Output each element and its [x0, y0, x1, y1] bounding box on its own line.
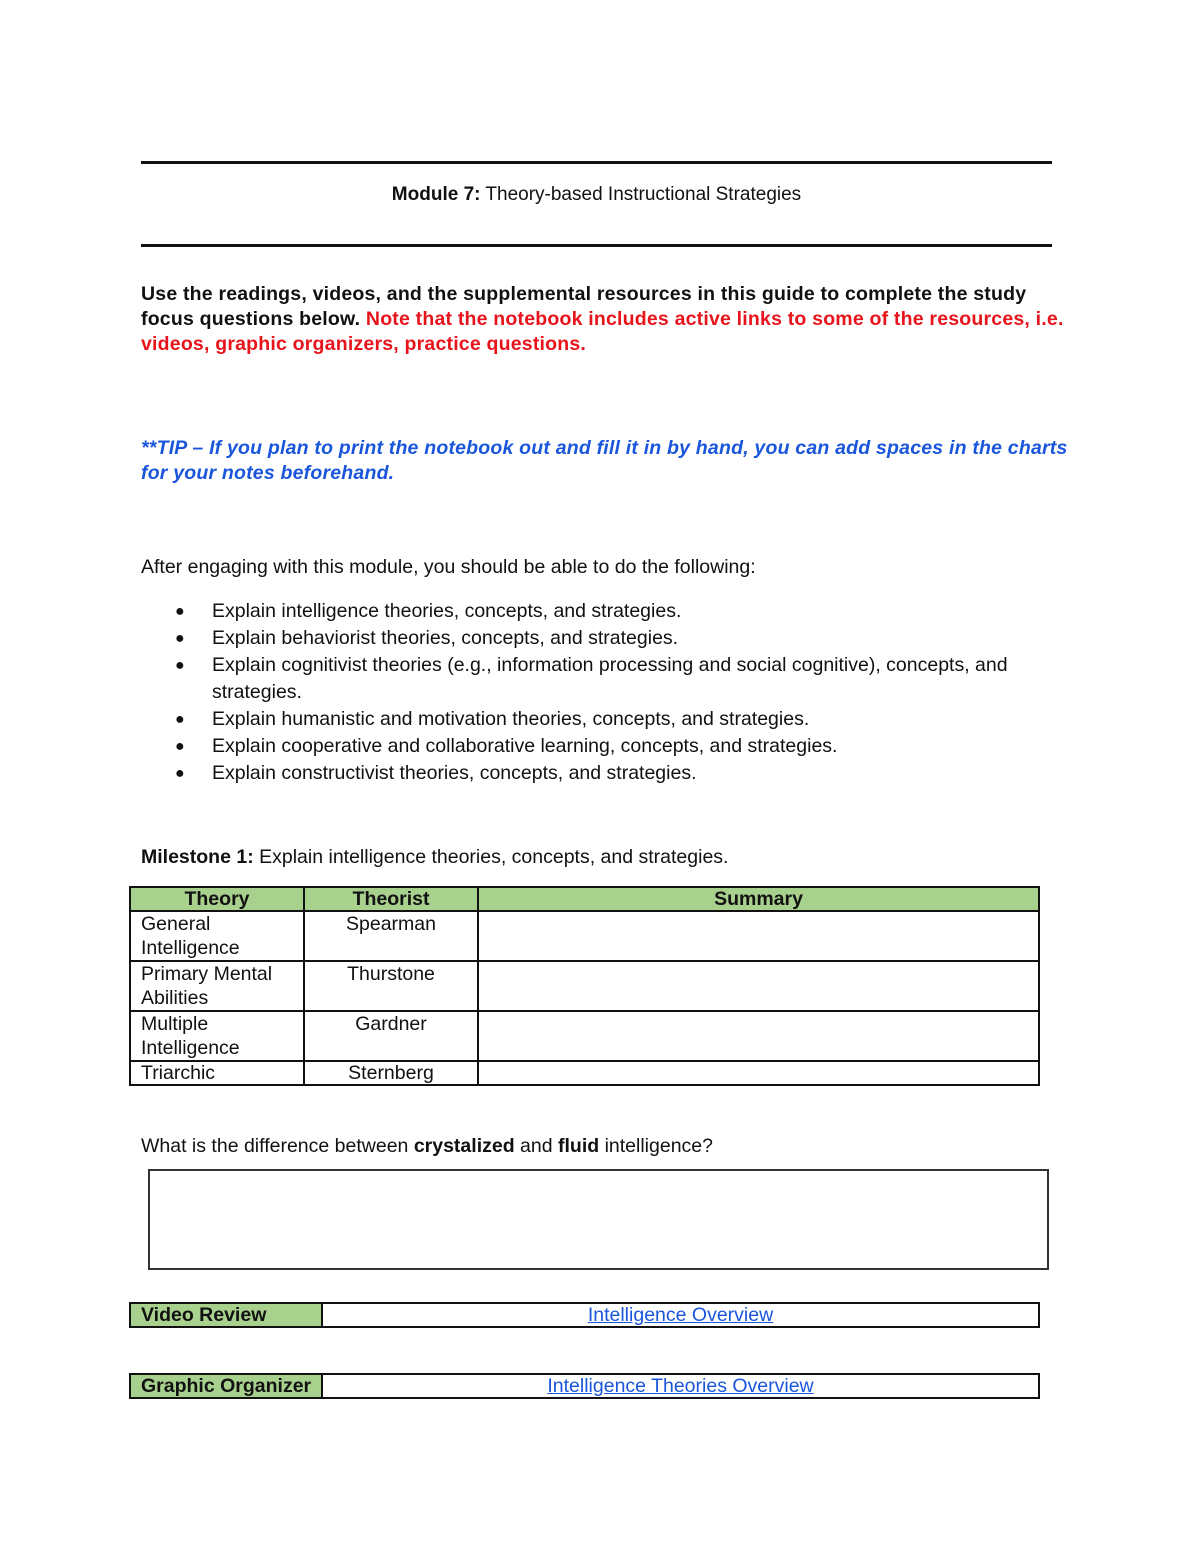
theory-cell: Triarchic — [130, 1061, 304, 1085]
theorist-cell: Sternberg — [304, 1061, 478, 1085]
bullet-icon: ● — [175, 657, 185, 674]
bullet-icon: ● — [175, 765, 185, 782]
graphic-organizer-row — [130, 1374, 1039, 1398]
module-label: Module 7: — [391, 184, 481, 205]
milestone-heading — [141, 846, 728, 869]
table-row — [130, 911, 1039, 961]
bottom-rule — [141, 244, 1052, 247]
objective-item: ● Explain behaviorist theories, concepts, and strategies. — [141, 625, 1076, 652]
objectives-lead: After engaging with this module, you should be able to do the following: — [141, 556, 756, 578]
video-review-row — [130, 1303, 1039, 1327]
objective-item: ● Explain humanistic and motivation theories, concepts, and strategies. — [141, 706, 1076, 733]
term-fluid: fluid — [558, 1135, 600, 1157]
video-review-cell — [322, 1303, 1039, 1327]
module-name: Theory-based Instructional Strategies — [485, 184, 802, 205]
theory-cell: Multiple Intelligence — [130, 1011, 304, 1061]
theorist-cell: Gardner — [304, 1011, 478, 1061]
theory-cell: Primary Mental Abilities — [130, 961, 304, 1011]
video-review-table — [129, 1302, 1040, 1328]
table-header-row — [130, 887, 1039, 911]
bullet-icon: ● — [175, 711, 185, 728]
objective-item: ● Explain cooperative and collaborative learning, concepts, and strategies. — [141, 733, 1076, 760]
bullet-icon: ● — [175, 738, 185, 755]
intelligence-question: What is the difference between crystalized and fluid intelligence? — [141, 1135, 713, 1157]
intro-paragraph — [141, 282, 1076, 357]
module-title — [141, 184, 1052, 206]
table-row — [130, 1061, 1039, 1085]
answer-box[interactable] — [148, 1169, 1049, 1270]
table-row — [130, 961, 1039, 1011]
theorist-cell: Spearman — [304, 911, 478, 961]
graphic-organizer-table — [129, 1373, 1040, 1399]
objective-item: ● Explain intelligence theories, concepts, and strategies. — [141, 598, 1076, 625]
tip-note: **TIP – If you plan to print the notebook out and fill it in by hand, you can add spaces in the charts for your notes beforehand. — [141, 437, 1068, 484]
bullet-icon: ● — [175, 630, 185, 647]
objective-item: ● Explain constructivist theories, concepts, and strategies. — [141, 760, 1076, 787]
milestone-text: Explain intelligence theories, concepts, and strategies. — [259, 846, 729, 868]
summary-cell[interactable] — [478, 1061, 1039, 1085]
theory-table — [129, 886, 1040, 1086]
intelligence-overview-link[interactable]: Intelligence Overview — [587, 1304, 774, 1326]
theorist-cell: Thurstone — [304, 961, 478, 1011]
milestone-label: Milestone 1: — [141, 846, 254, 868]
objectives-list — [141, 598, 1076, 787]
top-rule — [141, 161, 1052, 164]
objective-item: ● Explain cognitivist theories (e.g., information processing and social cognitive), concepts, and strategies. — [175, 654, 1008, 703]
summary-cell[interactable] — [478, 961, 1039, 1011]
header-theorist: Theorist — [304, 887, 478, 911]
summary-cell[interactable] — [478, 1011, 1039, 1061]
intro-bold-text: Use the readings, videos, and the supplemental resources in this guide to complete the study focus questions below. — [141, 283, 1027, 330]
table-row — [130, 1011, 1039, 1061]
video-review-label: Video Review — [130, 1303, 322, 1327]
intro-red-note: Note that the notebook includes active links to some of the resources, i.e. videos, graphic organizers, practice questions. — [141, 308, 1064, 355]
term-crystalized: crystalized — [413, 1135, 515, 1157]
summary-cell[interactable] — [478, 911, 1039, 961]
header-summary: Summary — [478, 887, 1039, 911]
graphic-organizer-label: Graphic Organizer — [130, 1374, 322, 1398]
intelligence-theories-link[interactable]: Intelligence Theories Overview — [547, 1375, 814, 1397]
header-theory: Theory — [130, 887, 304, 911]
bullet-icon: ● — [175, 603, 185, 620]
theory-cell: General Intelligence — [130, 911, 304, 961]
graphic-organizer-cell — [322, 1374, 1039, 1398]
